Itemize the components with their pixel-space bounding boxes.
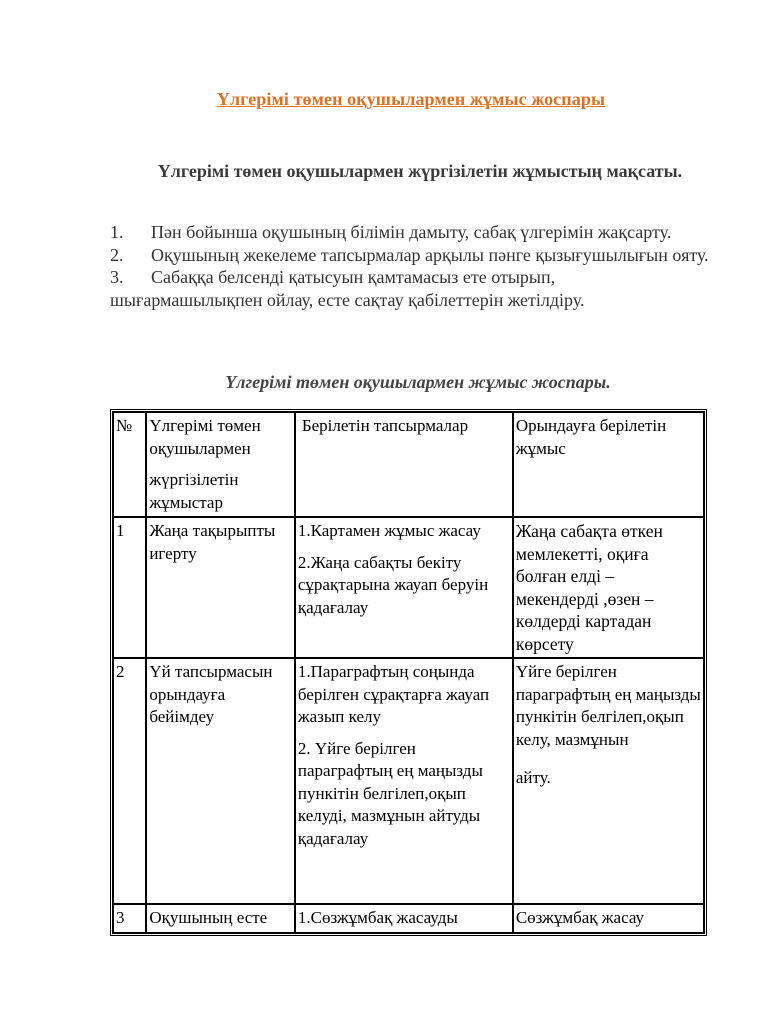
header-work (146, 412, 295, 517)
row-work: Үй тапсырмасын орындауға бейімдеу (146, 658, 295, 904)
header-assign: Орындауға берілетін жұмыс (513, 412, 704, 517)
header-num: № (113, 412, 146, 517)
goal-text: Сабаққа белсенді қатысуын қамтамасыз ете отырып, шығармашылықпен ойлау, есте сақтау қабілеттерін жетілдіру. (110, 267, 585, 310)
table-row (113, 517, 704, 658)
row-assign (513, 658, 704, 904)
row-tasks (295, 517, 513, 658)
row-task-2: 2. Үйге берілген параграфтың ең маңызды пункітін белгілеп,оқып келуді, мазмұнын айтуды қадағалау (297, 738, 483, 848)
row-task-1: 1.Картамен жұмыс жасау (297, 521, 481, 540)
goal-item (110, 266, 710, 311)
goal-heading: Үлгерімі төмен оқушылармен жүргізілетін жұмыстың мақсаты. (157, 161, 683, 181)
row-num: 2 (113, 658, 146, 904)
row-work: Жаңа тақырыпты игерту (146, 517, 295, 658)
document-title: Үлгерімі төмен оқушылармен жұмыс жоспары (216, 89, 606, 109)
row-assign-1: Жаңа сабақта өткен мемлекетті, оқиға болған елді – мекендерді ,өзен – көлдерді картадан көрсету (515, 521, 663, 654)
plan-heading: Үлгерімі төмен оқушылармен жұмыс жоспары. (225, 372, 611, 392)
table-header-row (113, 412, 704, 517)
goal-list (110, 221, 710, 311)
goal-item (110, 244, 710, 267)
row-tasks: 1.Сөзжұмбақ жасауды (295, 904, 513, 933)
goal-number: 1. (110, 222, 124, 242)
goal-item (110, 221, 710, 244)
header-work-line2: жүргізілетін жұмыстар (149, 470, 239, 512)
table-row (113, 658, 704, 904)
row-task-2: 2.Жаңа сабақты бекіту сұрақтарына жауап беруін қадағалау (297, 552, 489, 617)
row-num: 1 (113, 517, 146, 658)
goal-text: Оқушының жекелеме тапсырмалар арқылы пәнге қызығушылығын ояту. (151, 244, 709, 265)
goal-number: 2. (110, 244, 124, 265)
row-assign: Сөзжұмбақ жасау (513, 904, 704, 933)
row-tasks (295, 658, 513, 904)
row-assign-1: Үйге берілген параграфтың ең маңызды пункітін белгілеп,оқып келу, мазмұнын (515, 662, 701, 749)
row-work: Оқушының есте (146, 904, 295, 933)
header-work-line1: Үлгерімі төмен оқушылармен (149, 416, 261, 458)
header-tasks: Берілетін тапсырмалар (295, 412, 513, 517)
row-assign (513, 517, 704, 658)
row-assign-2: айту. (515, 768, 551, 787)
goal-number: 3. (110, 267, 124, 287)
row-task-1: 1.Параграфтың соңында берілген сұрақтарға жауап жазып келу (297, 662, 490, 726)
plan-table (110, 409, 707, 936)
goal-text: Пән бойынша оқушының білімін дамыту, сабақ үлгерімін жақсарту. (151, 222, 672, 242)
table-row (113, 904, 704, 933)
row-num: 3 (113, 904, 146, 933)
